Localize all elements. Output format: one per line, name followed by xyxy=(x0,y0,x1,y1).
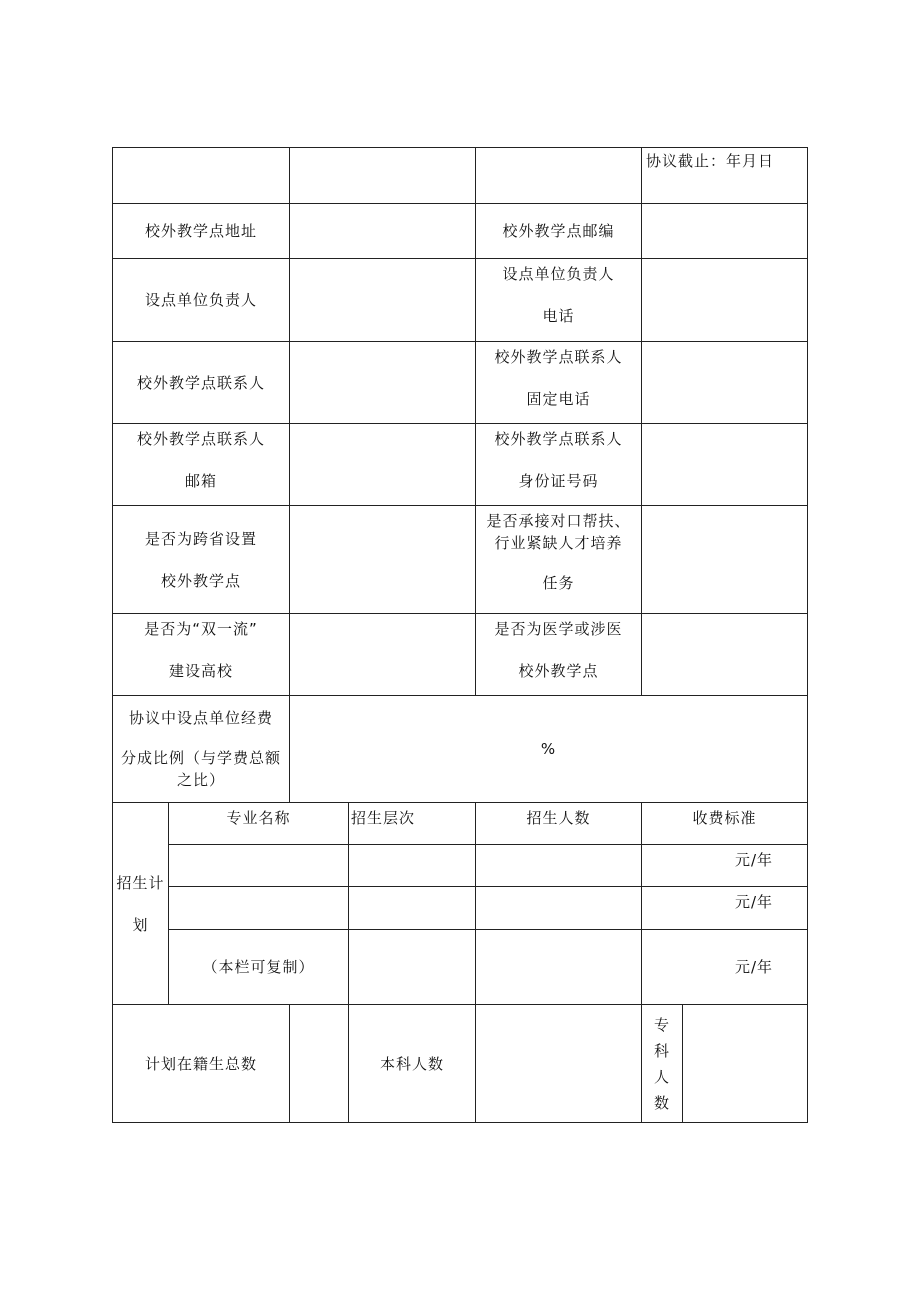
campus-contact-email-field[interactable] xyxy=(290,424,476,506)
teaching-site-form-table xyxy=(112,147,808,1123)
table-row xyxy=(113,930,808,1005)
assistance-task-field[interactable] xyxy=(642,506,808,614)
undergrad-count-label: 本科人数 xyxy=(349,1005,476,1123)
row-double-first-class xyxy=(113,614,808,696)
plan-major-field[interactable] xyxy=(169,845,349,887)
plan-header-count: 招生人数 xyxy=(476,803,642,845)
campus-contact-landline-label: 校外教学点联系人 固定电话 xyxy=(476,342,642,424)
plan-level-field[interactable] xyxy=(349,887,476,930)
cross-province-label: 是否为跨省设置 校外教学点 xyxy=(113,506,290,614)
plan-count-field[interactable] xyxy=(476,845,642,887)
campus-postcode-field[interactable] xyxy=(642,204,808,259)
campus-contact-field[interactable] xyxy=(290,342,476,424)
row-cross-province xyxy=(113,506,808,614)
copyable-note: （本栏可复制） xyxy=(169,930,349,1005)
row-fee-share xyxy=(113,696,808,803)
row-plan-header xyxy=(113,803,808,845)
host-head-field[interactable] xyxy=(290,259,476,342)
plan-header-major: 专业名称 xyxy=(169,803,349,845)
medical-field[interactable] xyxy=(642,614,808,696)
row-address xyxy=(113,204,808,259)
agreement-deadline: 协议截止：年月日 xyxy=(642,148,808,204)
double-first-class-label: 是否为“双一流” 建设高校 xyxy=(113,614,290,696)
enrollment-plan-label: 招生计 划 xyxy=(113,803,169,1005)
campus-contact-landline-field[interactable] xyxy=(642,342,808,424)
plan-header-fee: 收费标准 xyxy=(642,803,808,845)
row-header xyxy=(113,148,808,204)
planned-total-label: 计划在籍生总数 xyxy=(113,1005,290,1123)
junior-college-count-field[interactable] xyxy=(683,1005,808,1123)
header-cell-blank-3[interactable] xyxy=(476,148,642,204)
undergrad-count-field[interactable] xyxy=(476,1005,642,1123)
row-planned-total xyxy=(113,1005,808,1123)
medical-label: 是否为医学或涉医 校外教学点 xyxy=(476,614,642,696)
cross-province-field[interactable] xyxy=(290,506,476,614)
row-campus-contact xyxy=(113,342,808,424)
planned-total-field[interactable] xyxy=(290,1005,349,1123)
campus-contact-email-label: 校外教学点联系人 邮箱 xyxy=(113,424,290,506)
campus-contact-label: 校外教学点联系人 xyxy=(113,342,290,424)
plan-level-field[interactable] xyxy=(349,845,476,887)
fee-share-label: 协议中设点单位经费 分成比例（与学费总额 之比） xyxy=(113,696,290,803)
plan-count-field[interactable] xyxy=(476,887,642,930)
junior-college-count-label: 专 科 人 数 xyxy=(642,1005,683,1123)
campus-contact-id-label: 校外教学点联系人 身份证号码 xyxy=(476,424,642,506)
row-host-head xyxy=(113,259,808,342)
plan-fee-unit: 元/年 xyxy=(642,845,808,887)
host-head-label: 设点单位负责人 xyxy=(113,259,290,342)
row-contact-email-id xyxy=(113,424,808,506)
campus-postcode-label: 校外教学点邮编 xyxy=(476,204,642,259)
table-row xyxy=(113,845,808,887)
host-head-phone-label: 设点单位负责人 电话 xyxy=(476,259,642,342)
fee-share-value[interactable]: % xyxy=(290,696,808,803)
plan-header-level: 招生层次 xyxy=(349,803,476,845)
plan-count-field[interactable] xyxy=(476,930,642,1005)
campus-address-label: 校外教学点地址 xyxy=(113,204,290,259)
plan-fee-unit: 元/年 xyxy=(642,887,808,930)
host-head-phone-field[interactable] xyxy=(642,259,808,342)
campus-address-field[interactable] xyxy=(290,204,476,259)
plan-major-field[interactable] xyxy=(169,887,349,930)
assistance-task-label: 是否承接对口帮扶、 行业紧缺人才培养 任务 xyxy=(476,506,642,614)
plan-fee-unit: 元/年 xyxy=(642,930,808,1005)
plan-level-field[interactable] xyxy=(349,930,476,1005)
table-row xyxy=(113,887,808,930)
campus-contact-id-field[interactable] xyxy=(642,424,808,506)
header-cell-blank-1[interactable] xyxy=(113,148,290,204)
double-first-class-field[interactable] xyxy=(290,614,476,696)
header-cell-blank-2[interactable] xyxy=(290,148,476,204)
